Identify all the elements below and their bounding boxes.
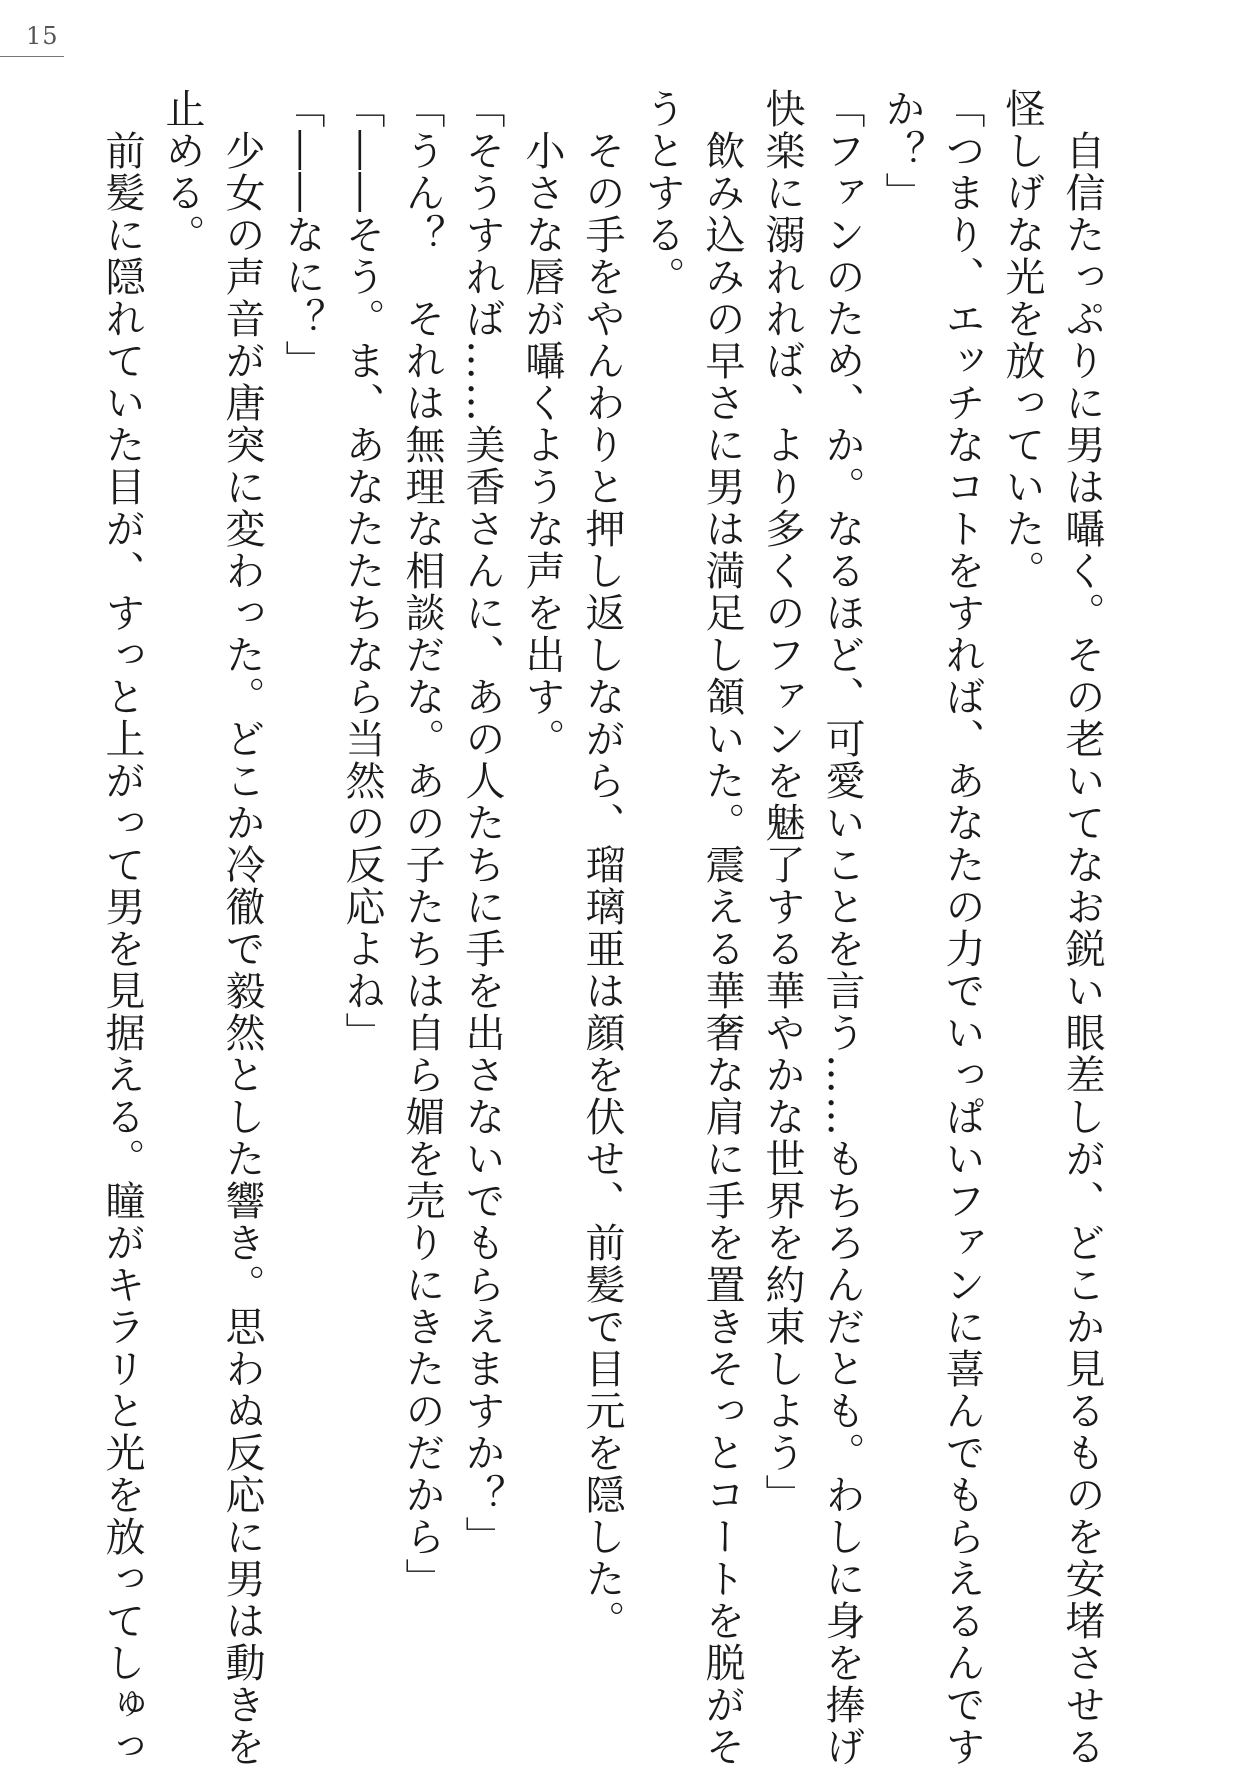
text-line: 飲み込みの早さに男は満足し頷いた。震える華奢な肩に手を置きそっとコートを脱がそ <box>699 88 745 1768</box>
page-number-rule <box>0 56 64 57</box>
text-line: 小さな唇が囁くような声を出す。 <box>519 88 565 760</box>
text-line: 怪しげな光を放っていた。 <box>999 88 1045 592</box>
page-number: 15 <box>26 22 59 50</box>
text-line: 「うん？ それは無理な相談だな。あの子たちは自ら媚を売りにきたのだから」 <box>399 88 445 1600</box>
text-line: 止める。 <box>159 88 205 256</box>
text-line: うとする。 <box>639 88 685 298</box>
text-line: 自信たっぷりに男は囁く。その老いてなお鋭い眼差しが、どこか見るものを安堵させる <box>1059 88 1105 1768</box>
text-line: 「つまり、エッチなコトをすれば、あなたの力でいっぱいファンに喜んでもらえるんです <box>939 88 985 1768</box>
text-line: 「――なに？」 <box>279 88 325 382</box>
text-line: 少女の声音が唐突に変わった。どこか冷徹で毅然とした響き。思わぬ反応に男は動きを <box>219 88 265 1768</box>
text-line: か？」 <box>879 88 925 214</box>
text-line: 「――そう。ま、あなたたちなら当然の反応よね」 <box>339 88 385 1054</box>
text-line: 「ファンのため、か。なるほど、可愛いことを言う……もちろんだとも。わしに身を捧げ <box>819 88 865 1768</box>
text-line: その手をやんわりと押し返しながら、瑠璃亜は顔を伏せ、前髪で目元を隠した。 <box>579 88 625 1642</box>
text-line: 「そうすれば……美香さんに、あの人たちに手を出さないでもらえますか？」 <box>459 88 505 1558</box>
text-line: 前髪に隠れていた目が、すっと上がって男を見据える。瞳がキラリと光を放ってしゅっ <box>99 88 145 1768</box>
body-text <box>99 88 1112 1768</box>
text-line: 快楽に溺れれば、より多くのファンを魅了する華やかな世界を約束しよう」 <box>759 88 805 1516</box>
